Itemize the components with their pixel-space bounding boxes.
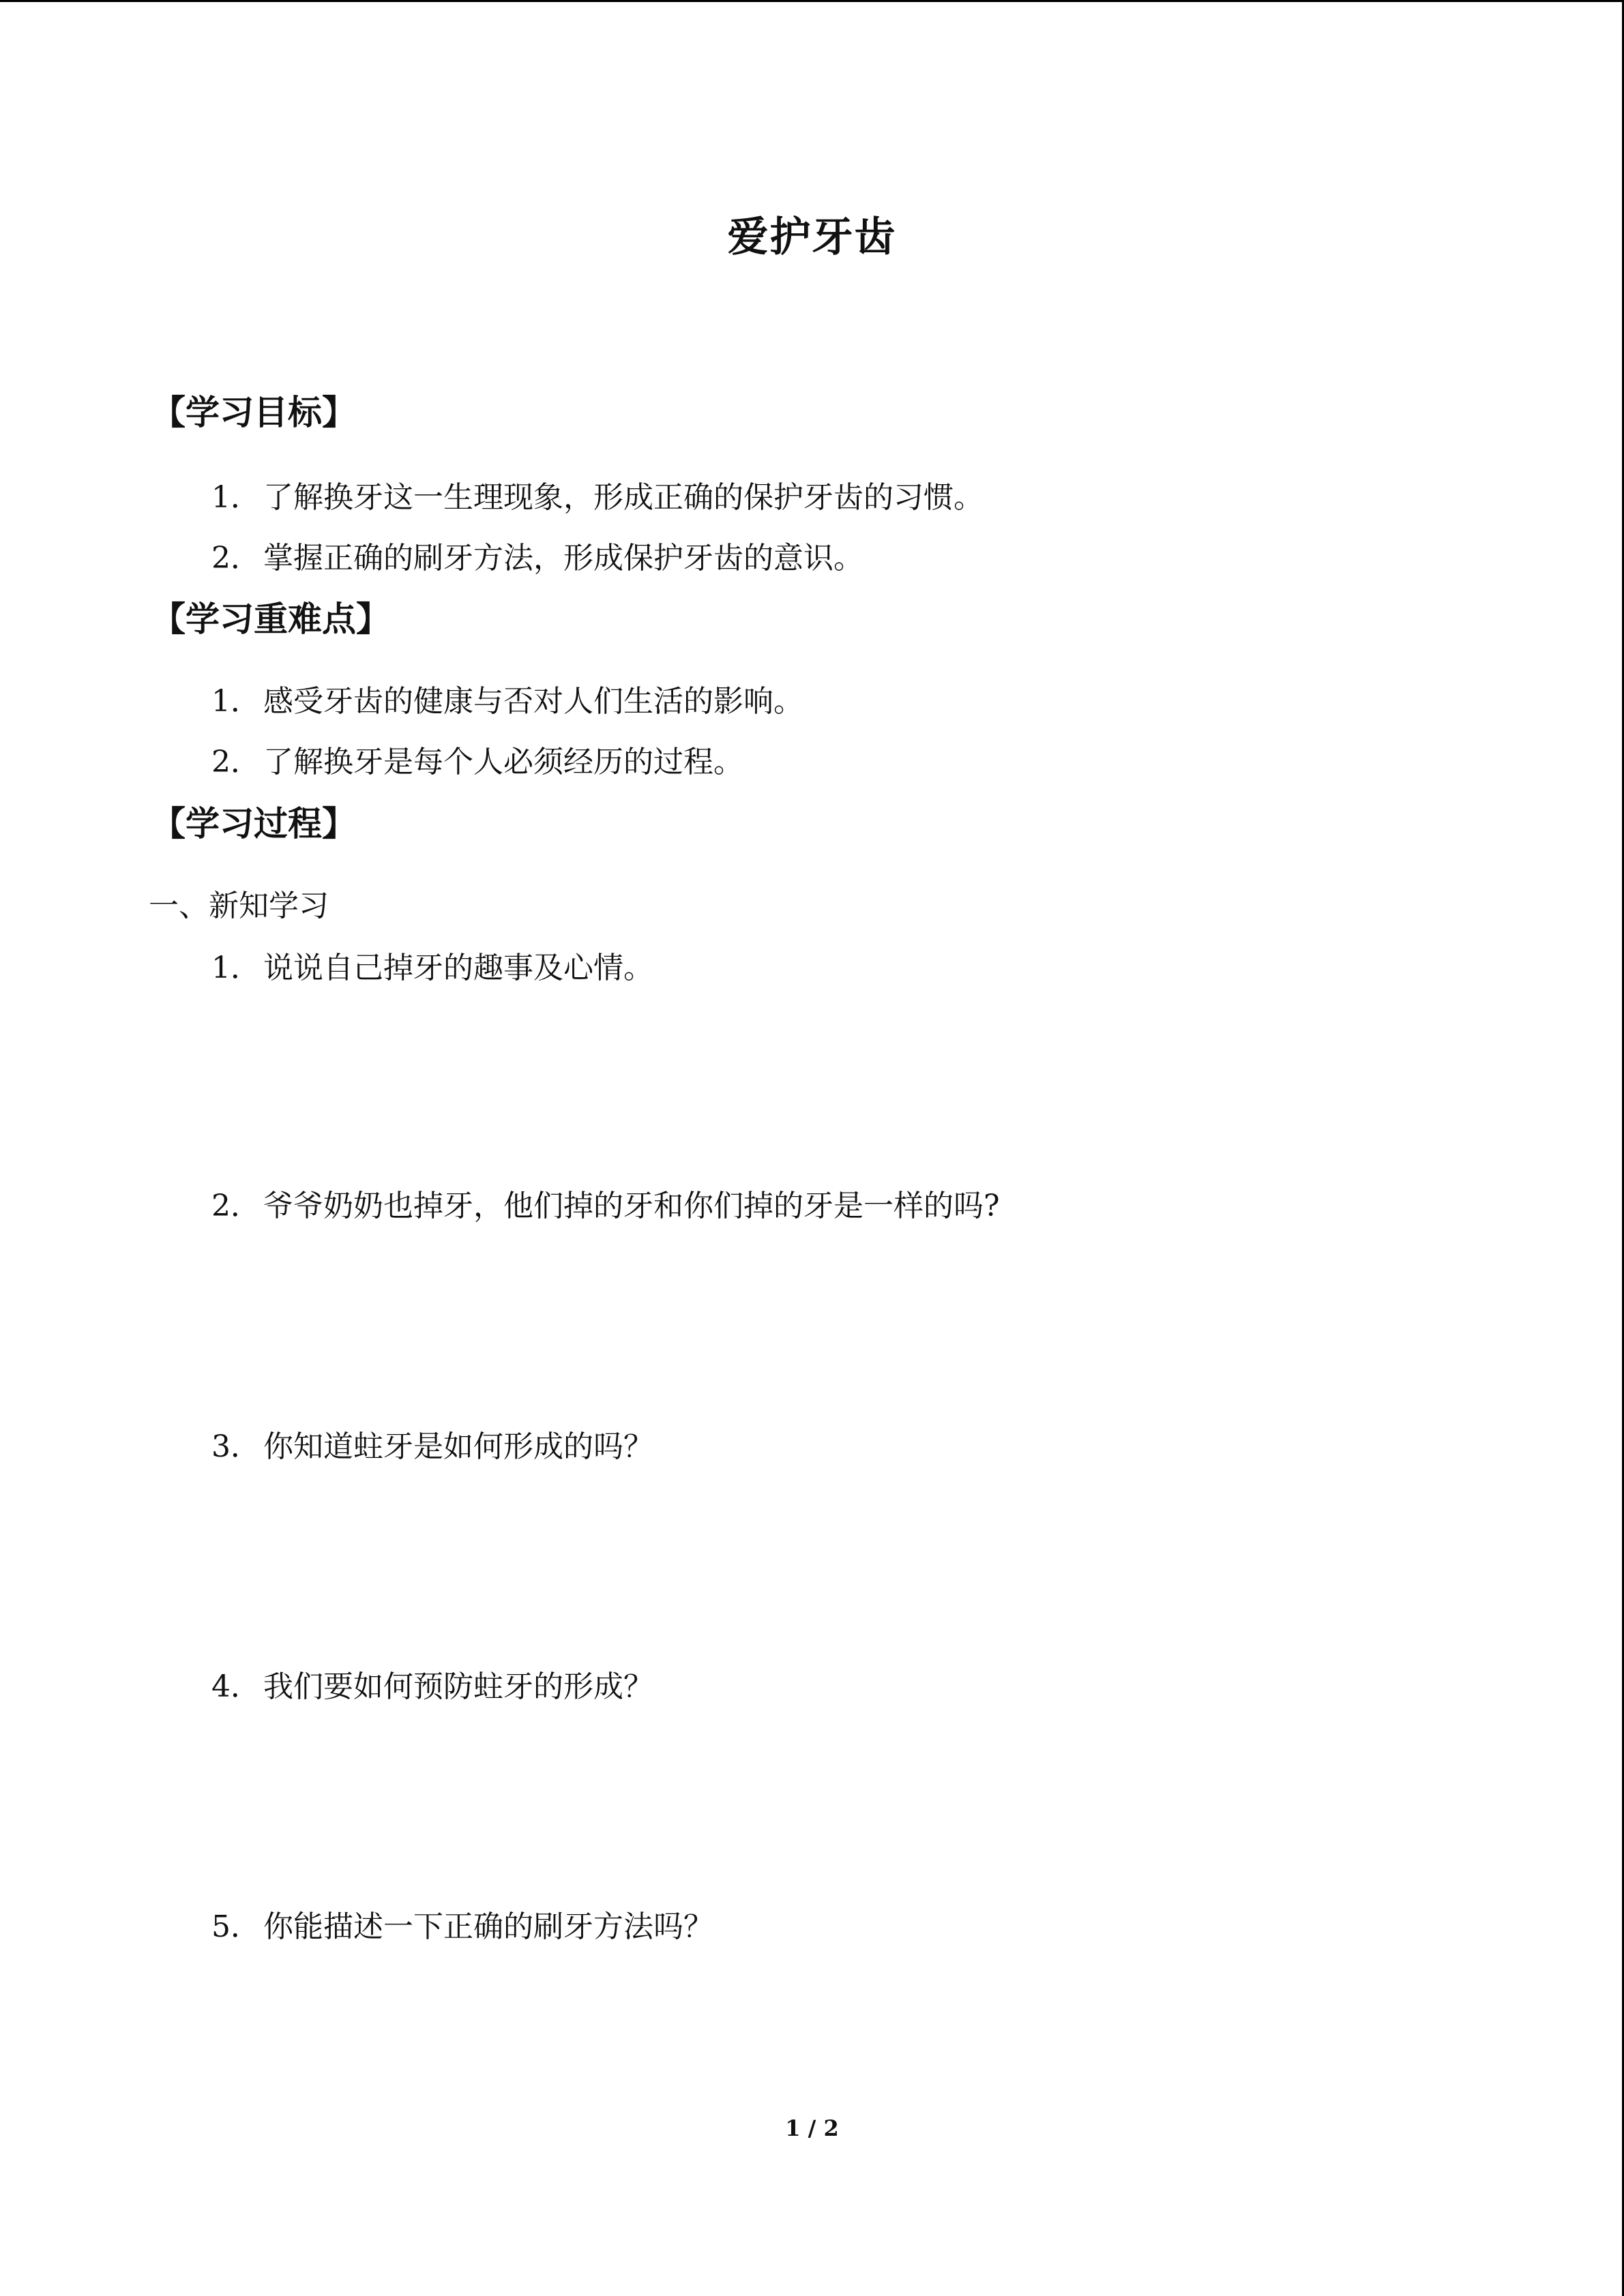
item-number: 1． xyxy=(211,480,261,515)
question-item xyxy=(211,1181,1000,1225)
item-text: 我们要如何预防蛀牙的形成？ xyxy=(263,1669,653,1704)
question-item xyxy=(211,1422,653,1465)
subsection-heading: 一、新知学习 xyxy=(149,889,329,923)
section-heading-goals: 【学习目标】 xyxy=(151,392,356,432)
item-text: 了解换牙是每个人必须经历的过程。 xyxy=(263,745,743,779)
item-number: 5． xyxy=(211,1909,261,1944)
item-number: 4． xyxy=(211,1669,261,1704)
item-number: 3． xyxy=(211,1429,261,1464)
goal-item xyxy=(211,473,984,516)
item-number: 2． xyxy=(211,745,261,779)
key-point-item xyxy=(211,737,743,781)
item-number: 2． xyxy=(211,1189,261,1223)
page-number: 1 / 2 xyxy=(785,2115,839,2141)
item-text: 你能描述一下正确的刷牙方法吗？ xyxy=(263,1909,713,1944)
item-text: 说说自己掉牙的趣事及心情。 xyxy=(263,951,653,985)
question-item xyxy=(211,943,653,987)
key-point-item xyxy=(211,676,803,720)
item-number: 1． xyxy=(211,951,261,985)
page-border-top xyxy=(0,0,1624,2)
goal-item xyxy=(211,533,863,577)
section-heading-process: 【学习过程】 xyxy=(151,803,356,844)
item-text: 感受牙齿的健康与否对人们生活的影响。 xyxy=(263,684,803,719)
item-number: 2． xyxy=(211,541,261,576)
item-text: 掌握正确的刷牙方法，形成保护牙齿的意识。 xyxy=(263,541,863,576)
item-number: 1． xyxy=(211,684,261,719)
question-item xyxy=(211,1902,713,1945)
page-title: 爱护牙齿 xyxy=(727,213,897,261)
section-heading-key-points: 【学习重难点】 xyxy=(151,599,390,639)
item-text: 你知道蛀牙是如何形成的吗？ xyxy=(263,1429,653,1464)
item-text: 爷爷奶奶也掉牙，他们掉的牙和你们掉的牙是一样的吗? xyxy=(263,1189,1000,1223)
item-text: 了解换牙这一生理现象，形成正确的保护牙齿的习惯。 xyxy=(263,480,984,515)
question-item xyxy=(211,1662,653,1705)
